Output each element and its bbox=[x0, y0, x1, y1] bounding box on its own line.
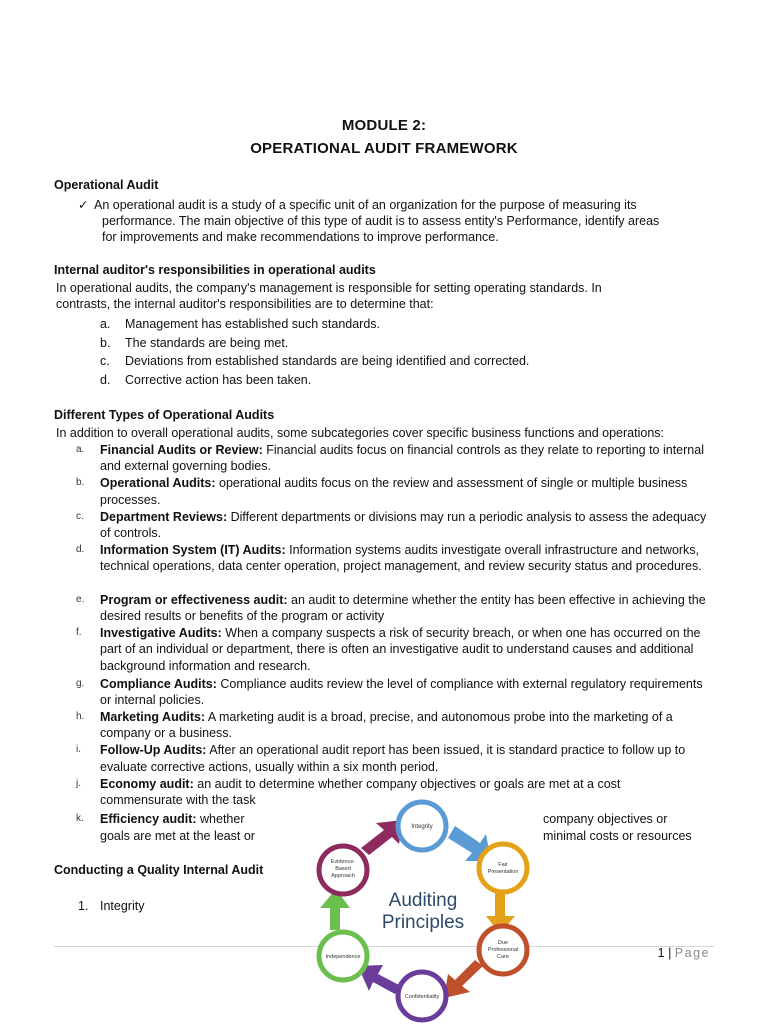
paragraph-line: An operational audit is a study of a specific unit of an organization for the purpose of measuring its bbox=[94, 198, 637, 212]
section-heading-operational-audit: Operational Audit bbox=[54, 178, 159, 192]
svg-text:Approach: Approach bbox=[331, 873, 355, 879]
svg-text:Confidentiality: Confidentiality bbox=[404, 994, 440, 1000]
list-item: f. Investigative Audits: When a company suspects a risk of security breach, or when one has occurred on the part of an individual or department, there is often an investigative audit to understand causes and additional background information and research. bbox=[76, 626, 701, 673]
numbered-item-text: Integrity bbox=[100, 899, 145, 913]
node-fair-presentation bbox=[479, 844, 527, 892]
auditing-principles-diagram bbox=[305, 798, 545, 1024]
document-page: MODULE 2: OPERATIONAL AUDIT FRAMEWORK Operational Audit ✓ An operational audit is a study of a specific unit of an organization for the purpose of measuring its performance. The main objective of this type of audit is to assess entity's Performance, identify areas for improvements and make recommendations to improve performance. Internal auditor's responsibilities in operational audits In operational audits, the company's management is responsible for setting operating standards. In contrasts, the internal auditor's responsibilities are to determine that: a. Management has established such standards. b. The standards are being met. c. Deviations from established standards are being identified and corrected. d. Corrective action has been taken. Different Types of Operational Audits In addition to overall operational audits, some subcategories cover specific business functions and operations: a. Financial Audits or Review: Financial audits focus on financial controls as they relate to reporting to internal and external governing bodies. b. Operational Audits: operational audits focus on the review and assessment of single or multiple business processes. c. Department Reviews: Different departments or divisions may run a periodic analysis to assess the adequacy of controls. d. Information System (IT) Audits: Information systems audits investigate overall infrastructure and networks, technical operations, data center operation, project management, and review security status and procedures. e. Program or effectiveness audit: an audit to determine whether the entity has been effective in achieving the desired results or benefits of the program or activity f. Investigative Audits: When a company suspects a risk of security breach, or when one has occurred on the part of an individual or department, there is often an investigative audit to understand causes and additional background information and research. g. Compliance Audits: Compliance audits review the level of compliance with external regulatory requirements or internal policies. h. Marketing Audits: A marketing audit is a broad, precise, and autonomous probe into the marketing of a company or a business. i. Follow-Up Audits: After an operational audit report has been issued, it is standard practice to follow up to evaluate corrective actions, usually within a six month period. j. Economy audit: an audit to determine whether company objectives or goals are met at a cost commensurate with the task k. Efficiency audit: whether goals are met at the least or company objectives or minimal costs or resources Conducting a Quality Internal Audit 1. Integrity 1 | Page Integrity Fair Presentation Due Professional Care Confidentiality Independence Evidence- Based Approach Auditing Principles bbox=[0, 0, 768, 1024]
list-item-k-right: company objectives or bbox=[543, 812, 668, 826]
list-item: a. Financial Audits or Review: Financial audits focus on financial controls as they relate to reporting to internal and external governing bodies. bbox=[76, 443, 704, 474]
section-heading-types: Different Types of Operational Audits bbox=[54, 408, 275, 422]
list-item: g. Compliance Audits: Compliance audits review the level of compliance with external regulatory requirements or internal policies. bbox=[76, 676, 703, 707]
list-item: b. Operational Audits: operational audits focus on the review and assessment of single or multiple business processes. bbox=[76, 476, 688, 507]
module-title: MODULE 2: bbox=[341, 117, 427, 134]
svg-text:Fair: Fair bbox=[498, 862, 508, 868]
svg-text:Presentation: Presentation bbox=[487, 869, 519, 875]
svg-text:Integrity: Integrity bbox=[411, 824, 433, 830]
diagram-title-line1: Auditing bbox=[388, 890, 458, 911]
svg-text:Based: Based bbox=[335, 866, 351, 872]
checkmark-paragraph bbox=[78, 197, 718, 214]
list-item-k-left: Efficiency audit: whether bbox=[100, 812, 245, 826]
module-subtitle: OPERATIONAL AUDIT FRAMEWORK bbox=[250, 140, 518, 157]
list-item-k-right-2: minimal costs or resources bbox=[543, 829, 692, 843]
page-number: 1 | Page bbox=[657, 946, 710, 960]
paragraph-line: contrasts, the internal auditor's responsibilities are to determine that: bbox=[56, 297, 434, 311]
svg-text:Care: Care bbox=[497, 954, 509, 960]
list-item: e. Program or effectiveness audit: an audit to determine whether the entity has been effective in achieving the desired results or benefits of the program or activity bbox=[76, 592, 706, 624]
list-item-k-left-2: goals are met at the least or bbox=[100, 829, 255, 843]
node-confidentiality bbox=[398, 972, 446, 1020]
paragraph-line: In addition to overall operational audits, some subcategories cover specific business functions and operations: bbox=[56, 426, 664, 440]
node-independence bbox=[319, 932, 367, 980]
section-heading-responsibilities: Internal auditor's responsibilities in operational audits bbox=[54, 263, 376, 277]
list-item: j. Economy audit: an audit to determine whether company objectives or goals are met at a cost commensurate with the task bbox=[76, 776, 621, 808]
numbered-item-label: 1. bbox=[78, 899, 89, 913]
list-item: h. Marketing Audits: A marketing audit is a broad, precise, and autonomous probe into the marketing of a company or a business. bbox=[76, 709, 673, 741]
paragraph-line: for improvements and make recommendations to improve performance. bbox=[102, 230, 499, 244]
node-due-professional-care bbox=[479, 926, 527, 974]
list-item: i. Follow-Up Audits: After an operational audit report has been issued, it is standard practice to follow up to evaluate corrective actions, usually within a six month period. bbox=[76, 743, 686, 774]
node-evidence-based-approach bbox=[319, 846, 367, 894]
section-heading-quality: Conducting a Quality Internal Audit bbox=[54, 863, 264, 877]
svg-text:Due: Due bbox=[497, 940, 509, 946]
svg-text:Evidence-: Evidence- bbox=[330, 859, 356, 865]
list-item-label: k. bbox=[76, 813, 84, 824]
list-item: d. Information System (IT) Audits: Information systems audits investigate overall infrastructure and networks, technical operations, data center operation, project management, and review security status and procedures. bbox=[76, 543, 702, 574]
paragraph-line: performance. The main objective of this type of audit is to assess entity's Performance, identify areas bbox=[102, 214, 660, 228]
audit-types-list bbox=[76, 442, 716, 809]
arrow-due-conf bbox=[444, 960, 483, 998]
diagram-title-line2: Principles bbox=[381, 912, 465, 933]
svg-text:Independence: Independence bbox=[325, 954, 361, 960]
svg-text:Professional: Professional bbox=[487, 947, 519, 953]
paragraph-line: In operational audits, the company's management is responsible for setting operating standards. In bbox=[56, 281, 602, 295]
list-item: c. Department Reviews: Different departments or divisions may run a periodic analysis to assess the adequacy of controls. bbox=[76, 509, 707, 541]
checkmark-icon: ✓ bbox=[78, 198, 89, 212]
node-integrity bbox=[398, 802, 446, 850]
